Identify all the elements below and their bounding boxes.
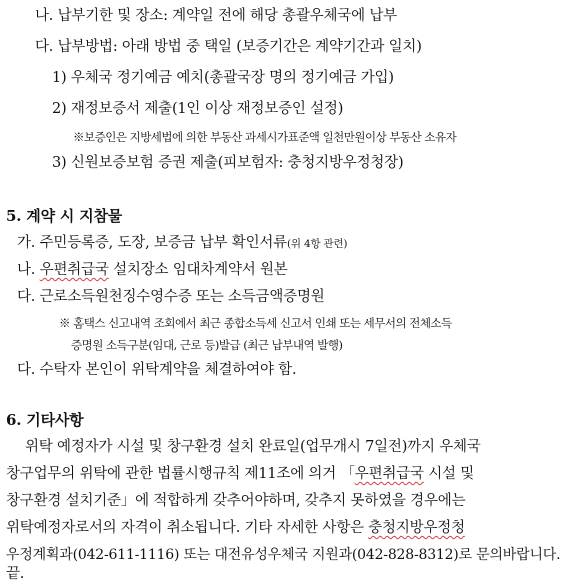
line-payment-method: 다. 납부방법: 아래 방법 중 택일 (보증기간은 계약기간과 일치) xyxy=(35,39,422,55)
line-method-2: 2) 재정보증서 제출(1인 이상 재정보증인 설정) xyxy=(52,101,344,117)
para-line-2 xyxy=(6,464,474,484)
para-line-4-underlined: 충청지방우정청 xyxy=(368,520,465,536)
line-item-da: 다. 근로소득원천징수영수증 또는 소득금액증명원 xyxy=(17,289,325,305)
para-end-mark: 끝. xyxy=(6,566,25,582)
item-na-rest: 설치장소 임대차계약서 원본 xyxy=(108,262,288,278)
para-line-4-a: 위탁예정자로서의 자격이 취소됩니다. 기타 자세한 사항은 xyxy=(6,520,369,536)
line-method-1: 1) 우체국 정기예금 예치(총괄국장 명의 정기예금 가입) xyxy=(52,70,394,86)
line-hometax-note-2: 증명원 소득구분(임대, 근로 등)발급 (최근 납부내역 발행) xyxy=(71,338,343,352)
para-line-2-c: 시설 및 xyxy=(423,466,475,482)
section-5-heading: 5. 계약 시 지참물 xyxy=(6,207,123,225)
item-ga-note: (위 4항 관련) xyxy=(287,238,348,250)
para-line-2-a: 창구업무의 위탁에 관한 법률시행규칙 제11조에 의거 「 xyxy=(6,466,355,482)
para-line-3: 창구환경 설치기준」에 적합하게 갖추어야하며, 갖추지 못하였을 경우에는 xyxy=(6,493,466,509)
item-ga-text: 가. 주민등록증, 도장, 보증금 납부 확인서류 xyxy=(17,235,287,251)
line-item-na xyxy=(17,260,288,280)
para-line-5: 우정계획과(042-611-1116) 또는 대전유성우체국 지원과(042-828-8312)로 문의바랍니다. xyxy=(6,547,561,563)
line-item-ga xyxy=(17,233,347,254)
section-6-heading: 6. 기타사항 xyxy=(6,411,84,429)
line-hometax-note: ※ 홈택스 신고내역 조회에서 최근 종합소득세 신고서 인쇄 또는 세무서의 전체소득 xyxy=(59,316,452,330)
line-payment-deadline: 나. 납부기한 및 장소: 계약일 전에 해당 총괄우체국에 납부 xyxy=(35,8,397,24)
line-guarantor-note: ※보증인은 지방세법에 의한 부동산 과세시가표준액 일천만원이상 부동산 소유자 xyxy=(73,130,457,144)
item-na-prefix: 나. xyxy=(17,262,40,278)
para-line-1: 위탁 예정자가 시설 및 창구환경 설치 완료일(업무개시 7일전)까지 우체국 xyxy=(25,439,481,455)
para-line-4 xyxy=(6,518,465,538)
item-na-underlined: 우편취급국 xyxy=(39,262,109,278)
line-method-3: 3) 신원보증보험 증권 제출(피보험자: 충청지방우정청장) xyxy=(52,155,404,171)
para-line-2-underlined: 우편취급국 xyxy=(354,466,424,482)
line-item-da-2: 다. 수탁자 본인이 위탁계약을 체결하여야 함. xyxy=(17,362,297,378)
